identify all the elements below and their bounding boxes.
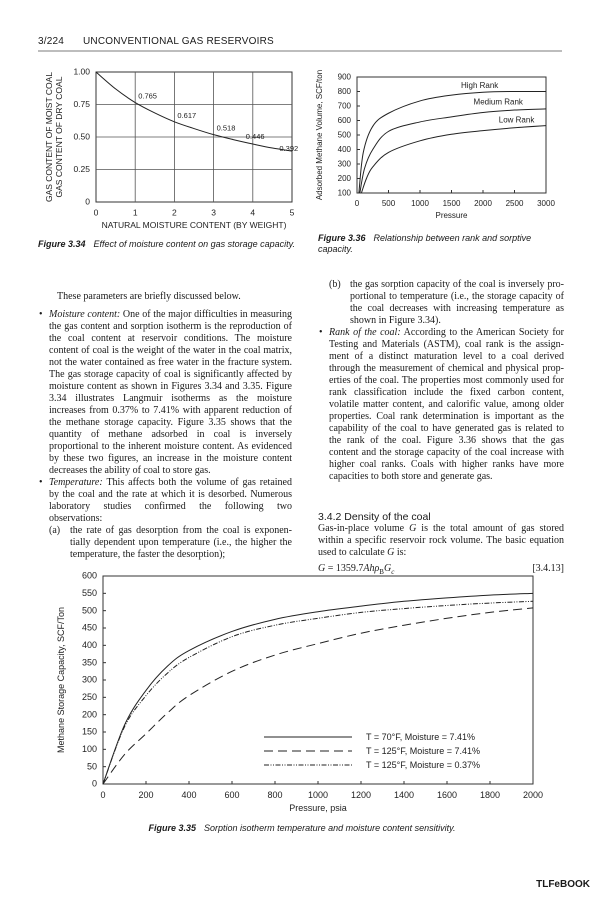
x-tick-label: 0 bbox=[354, 199, 360, 208]
x-tick-label: 1000 bbox=[307, 790, 329, 800]
eq-part: B bbox=[379, 568, 384, 576]
x-tick-label: 2000 bbox=[522, 790, 544, 800]
term: Rank of the coal: bbox=[329, 327, 401, 338]
data-label: 0.518 bbox=[216, 123, 236, 133]
x-tick-label: 2 bbox=[172, 207, 177, 218]
x-tick-label: 1 bbox=[132, 207, 138, 218]
eq-part: Ah bbox=[363, 563, 375, 574]
equation-number: [3.4.13] bbox=[532, 563, 564, 574]
footer-watermark: TLFeBOOK bbox=[536, 879, 590, 890]
figure-label: Figure 3.34 bbox=[38, 239, 86, 249]
y-tick-label: 800 bbox=[337, 86, 351, 96]
density-paragraph bbox=[318, 523, 564, 559]
x-tick-label: 200 bbox=[138, 790, 154, 800]
x-tick-label: 800 bbox=[267, 790, 283, 800]
series-label: High Rank bbox=[460, 80, 499, 90]
y-tick-label: 1.00 bbox=[73, 66, 90, 77]
y-tick-label: 700 bbox=[337, 101, 351, 111]
data-label: 0.765 bbox=[138, 91, 157, 101]
eq-part: G bbox=[383, 563, 392, 574]
x-tick-label: 0 bbox=[100, 790, 106, 800]
text: the gas sorption capacity of the coal is inversely proportional to temperature (i.e., the storage capacity of the coal decreases with increasing temperature as shown in Figure 3.34). bbox=[350, 279, 564, 326]
y-tick-label: 450 bbox=[81, 622, 97, 633]
y-tick-label: 250 bbox=[81, 692, 97, 703]
legend-entry: T = 70°F, Moisture = 7.41% bbox=[366, 732, 475, 742]
caption-text: Relationship between rank and sorptive capacity. bbox=[318, 233, 532, 254]
y-tick-label: 0 bbox=[91, 778, 97, 789]
plot-frame bbox=[357, 77, 546, 193]
observation-b bbox=[329, 279, 564, 327]
y-tick-label: 0 bbox=[85, 196, 90, 207]
figure-3-34-caption bbox=[38, 239, 298, 250]
eq-part: ρ bbox=[374, 563, 380, 574]
y-axis-title: GAS CONTENT OF DRY COAL bbox=[54, 76, 64, 198]
x-tick-label: 3 bbox=[211, 207, 216, 218]
section-heading: 3.4.2 Density of the coal bbox=[318, 511, 431, 523]
label: (b) bbox=[329, 279, 341, 290]
caption-text: Effect of moisture content on gas storage capacity. bbox=[93, 239, 295, 249]
x-tick-label: 400 bbox=[181, 790, 197, 800]
series-label: Low Rank bbox=[498, 115, 535, 125]
fig336-chart bbox=[315, 70, 555, 220]
x-tick-label: 0 bbox=[93, 207, 99, 218]
y-tick-label: 500 bbox=[337, 130, 351, 140]
bullet-rank bbox=[318, 327, 564, 483]
y-tick-label: 0.25 bbox=[73, 164, 90, 175]
y-tick-label: 400 bbox=[337, 144, 351, 154]
text: Gas-in-place volume bbox=[318, 523, 410, 534]
observation-a bbox=[49, 525, 292, 561]
x-tick-label: 1500 bbox=[442, 199, 461, 208]
caption-text: Sorption isotherm temperature and moisture content sensitivity. bbox=[204, 823, 456, 833]
x-tick-label: 2000 bbox=[474, 199, 492, 208]
left-column bbox=[38, 291, 292, 561]
y-axis-title: GAS CONTENT OF MOIST COAL bbox=[44, 71, 54, 203]
x-axis-title: NATURAL MOISTURE CONTENT (BY WEIGHT) bbox=[101, 220, 287, 230]
y-tick-label: 150 bbox=[81, 726, 97, 737]
series-line-2 bbox=[361, 126, 546, 193]
x-tick-label: 600 bbox=[224, 790, 240, 800]
label: (a) bbox=[49, 525, 61, 536]
data-label: 0.392 bbox=[279, 144, 299, 154]
y-tick-label: 0.75 bbox=[73, 99, 90, 110]
equation-3-4-13 bbox=[318, 563, 564, 578]
series-line-0 bbox=[359, 91, 546, 193]
y-tick-label: 900 bbox=[337, 72, 351, 82]
x-tick-label: 4 bbox=[250, 207, 256, 218]
x-tick-label: 3000 bbox=[537, 199, 555, 208]
x-tick-label: 2500 bbox=[505, 199, 524, 208]
x-tick-label: 500 bbox=[381, 199, 396, 208]
fig335-chart bbox=[56, 571, 543, 813]
x-tick-label: 1800 bbox=[479, 790, 501, 800]
book-title: UNCONVENTIONAL GAS RESERVOIRS bbox=[83, 36, 274, 47]
var: G bbox=[387, 547, 395, 558]
eq-part: G bbox=[318, 563, 326, 574]
eq-part: c bbox=[391, 568, 395, 576]
y-axis-title: Methane Storage Capacity, SCF/Ton bbox=[56, 607, 66, 753]
y-tick-label: 550 bbox=[81, 588, 97, 599]
y-tick-label: 600 bbox=[337, 115, 351, 125]
text: According to the American Society for Testing and Materials (ASTM), coal rank is the assignment of a distinct maturation level to a coal derived through the measurement of chemical and physical properties of the coal. The properties most commonly used for rank classification include the fixed carbon content, volatile matter content, and calorific value, among older properties. Coal rank determination is important as the capability of the coal to have generated gas is related to the rank of the coal. Figure 3.36 shows that the gas content and the storage capacity of the coal increase with higher coal ranks. Coals with higher ranks have more capacities to both store and generate gas. bbox=[329, 327, 564, 482]
x-tick-label: 1600 bbox=[436, 790, 458, 800]
y-tick-label: 0.50 bbox=[73, 131, 90, 142]
figure-label: Figure 3.36 bbox=[318, 233, 366, 243]
y-tick-label: 200 bbox=[337, 173, 351, 183]
figure-label: Figure 3.35 bbox=[148, 823, 197, 833]
y-tick-label: 500 bbox=[81, 605, 97, 616]
y-tick-label: 350 bbox=[81, 657, 97, 668]
var: G bbox=[409, 523, 417, 534]
bullet-moisture bbox=[38, 309, 292, 477]
y-tick-label: 100 bbox=[337, 188, 351, 198]
y-tick-label: 300 bbox=[337, 159, 351, 169]
text: This affects both the volume of gas retained by the coal and the rate at which it is desorbed. Numerous laboratory studies confirmed the following two observations: bbox=[49, 477, 292, 524]
text: is: bbox=[394, 547, 407, 558]
equation-body bbox=[318, 563, 394, 578]
x-axis-title: Pressure bbox=[435, 211, 468, 220]
series-line-2 bbox=[103, 601, 533, 784]
eq-part: = 1359.7 bbox=[325, 563, 364, 574]
y-tick-label: 100 bbox=[81, 744, 97, 755]
term: Temperature: bbox=[49, 477, 103, 488]
y-tick-label: 50 bbox=[86, 761, 97, 772]
term: Moisture content: bbox=[49, 309, 121, 320]
x-axis-title: Pressure, psia bbox=[289, 803, 347, 813]
y-tick-label: 400 bbox=[81, 640, 97, 651]
fig334-chart bbox=[44, 67, 298, 230]
data-label: 0.617 bbox=[177, 110, 197, 120]
text: One of the major difficulties in measuring the gas content and sorption isotherm is the reproduction of the coal content at reservoir conditions. The moisture content of coal is the weight of the water in the coal matrix, not the water contained as free water in the fracture system. The gas storage capacity of coal is significantly affected by moisture content as shown in Figures 3.34 and 3.35. Figure 3.34 illustrates Langmuir isotherms as the moisture increases from 0.37% to 7.41% with apparent reduction of the methane storage capacity. Figure 3.35 shows that the quantity of methane adsorbed in coal is inversely proportional to the inherent moisture content. As evidenced by these two figures, an increase in the moisture content decreases the ability of coal to store gas. bbox=[49, 309, 292, 476]
y-tick-label: 300 bbox=[81, 674, 97, 685]
series-line-1 bbox=[103, 608, 533, 784]
data-label: 0.446 bbox=[245, 132, 265, 142]
x-tick-label: 1000 bbox=[411, 199, 429, 208]
legend-entry: T = 125°F, Moisture = 0.37% bbox=[366, 760, 480, 770]
page-number: 3/224 bbox=[38, 36, 65, 47]
y-tick-label: 200 bbox=[81, 709, 97, 720]
right-column bbox=[318, 279, 564, 578]
bullet-temperature bbox=[38, 477, 292, 525]
x-tick-label: 1200 bbox=[350, 790, 372, 800]
series-label: Medium Rank bbox=[473, 97, 523, 107]
y-axis-title: Adsorbed Methane Volume, SCF/ton bbox=[315, 69, 324, 201]
y-tick-label: 600 bbox=[81, 570, 97, 581]
text: the rate of gas desorption from the coal is exponentially dependent upon temperature (i.e., the higher the temperature, the faster the desorption); bbox=[70, 525, 292, 560]
legend-entry: T = 125°F, Moisture = 7.41% bbox=[366, 746, 480, 756]
x-tick-label: 5 bbox=[289, 207, 295, 218]
x-tick-label: 1400 bbox=[393, 790, 415, 800]
figure-3-36-caption bbox=[318, 233, 568, 255]
text: is the total amount of gas stored within a specific reservoir rock volume. The basic equation used to calculate bbox=[318, 523, 564, 558]
intro-paragraph: These parameters are briefly discussed below. bbox=[57, 291, 241, 302]
figure-3-35-caption bbox=[0, 823, 604, 834]
